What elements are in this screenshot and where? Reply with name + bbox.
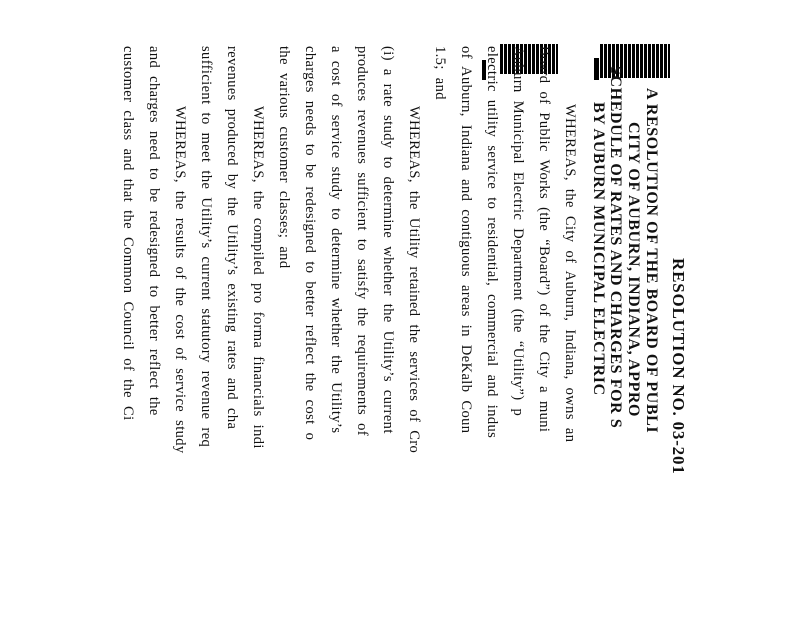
- para2-line-6: the various customer classes; and: [276, 46, 292, 269]
- para1-line-2: Board of Public Works (the “Board”) of the City a muni: [536, 46, 552, 433]
- para3-line-3: sufficient to meet the Utility’s current statutory revenue req: [198, 46, 214, 448]
- para1-line-3: Auburn Municipal Electric Department (the “Utility”) p: [510, 46, 526, 417]
- para2-line-2: (i) a rate study to determine whether the Utility’s current: [380, 46, 396, 434]
- heading-line-4: BY AUBURN MUNICIPAL ELECTRIC: [590, 102, 607, 396]
- heading-line-3: SCHEDULE OF RATES AND CHARGES FOR S: [607, 66, 624, 429]
- para4-line-2: and charges need to be redesigned to better reflect the: [146, 46, 162, 416]
- heading-line-2: CITY OF AUBURN, INDIANA, APPRO: [625, 122, 642, 418]
- para4-line-3: customer class and that the Common Council of the Ci: [120, 46, 136, 421]
- para2-line-3: produces revenues sufficient to satisfy the requirements of: [354, 46, 370, 436]
- para1-line-4: electric utility service to residential, commercial and indus: [484, 46, 500, 439]
- para2-line-1: WHEREAS, the Utility retained the services of Cro: [406, 106, 422, 454]
- para1-line-6: 1.5; and: [432, 46, 448, 100]
- para3-line-2: revenues produced by the Utility’s existing rates and cha: [224, 46, 240, 430]
- rotated-document-body: [100, 0, 700, 618]
- para2-line-4: a cost of service study to determine whether the Utility’s: [328, 46, 344, 434]
- para1-line-5: of Auburn, Indiana and contiguous areas in DeKalb Coun: [458, 46, 474, 434]
- para4-line-1: WHEREAS, the results of the cost of service study: [172, 106, 188, 454]
- heading-line-1: A RESOLUTION OF THE BOARD OF PUBLI: [643, 88, 660, 434]
- para3-line-1: WHEREAS, the compiled pro forma financials indi: [250, 106, 266, 449]
- resolution-number: RESOLUTION NO. 03-201: [669, 258, 688, 475]
- para1-line-1: WHEREAS, the City of Auburn, Indiana, owns an: [562, 104, 578, 443]
- para2-line-5: charges needs to be redesigned to better reflect the cost o: [302, 46, 318, 441]
